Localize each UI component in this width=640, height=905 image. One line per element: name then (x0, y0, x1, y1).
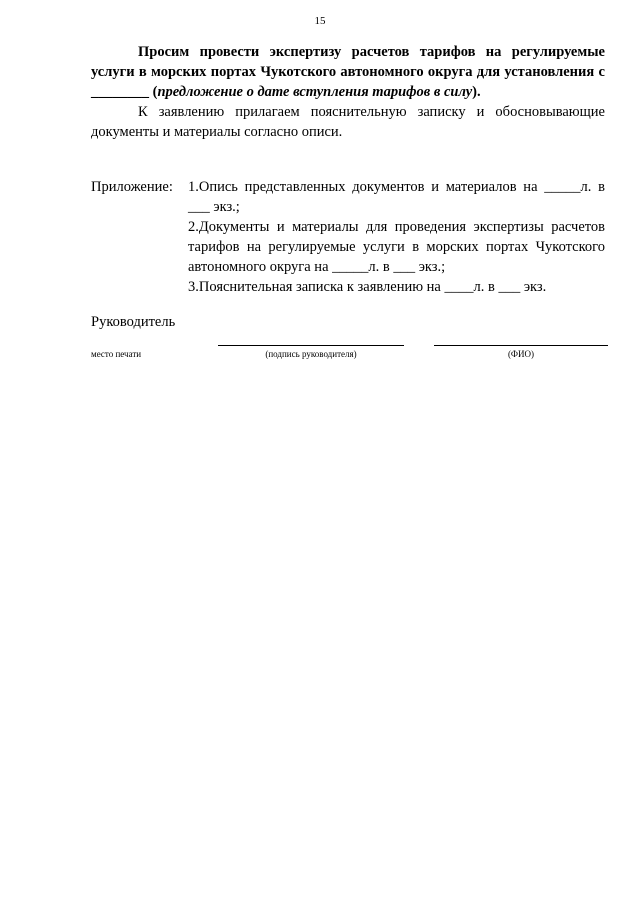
attachment-note-paragraph: К заявлению прилагаем пояснительную записку и обосновывающие документы и материалы согласно описи. (91, 104, 605, 140)
attachments-list (188, 177, 605, 297)
fio-caption: (ФИО) (507, 349, 535, 359)
request-text-end: ). (472, 84, 481, 100)
attachment-item-1: 1.Опись представленных документов и материалов на _____л. в ___ экз.; (188, 179, 605, 215)
request-block (91, 42, 605, 142)
seal-label: место печати (91, 349, 142, 359)
page-number: 15 (314, 15, 326, 27)
fio-line (434, 345, 608, 346)
attachment-item-2: 2.Документы и материалы для проведения экспертизы расчетов тарифов на регулируемые услуги в морских портах Чукотского автономного округа на _____л. в ___ экз.; (188, 219, 605, 275)
request-text: Просим провести экспертизу расчетов тарифов на регулируемые услуги в морских портах Чукотского автономного округа для установления с ________ ( (91, 44, 605, 100)
request-paragraph (91, 42, 605, 102)
attachment-item-3: 3.Пояснительная записка к заявлению на ____л. в ___ экз. (188, 279, 547, 295)
request-date-note: предложение о дате вступления тарифов в силу (157, 84, 473, 100)
head-label: Руководитель (91, 314, 176, 330)
attachments-label: Приложение: (91, 179, 173, 195)
head-signature-caption: (подпись руководителя) (265, 349, 357, 359)
head-signature-line (218, 345, 404, 346)
